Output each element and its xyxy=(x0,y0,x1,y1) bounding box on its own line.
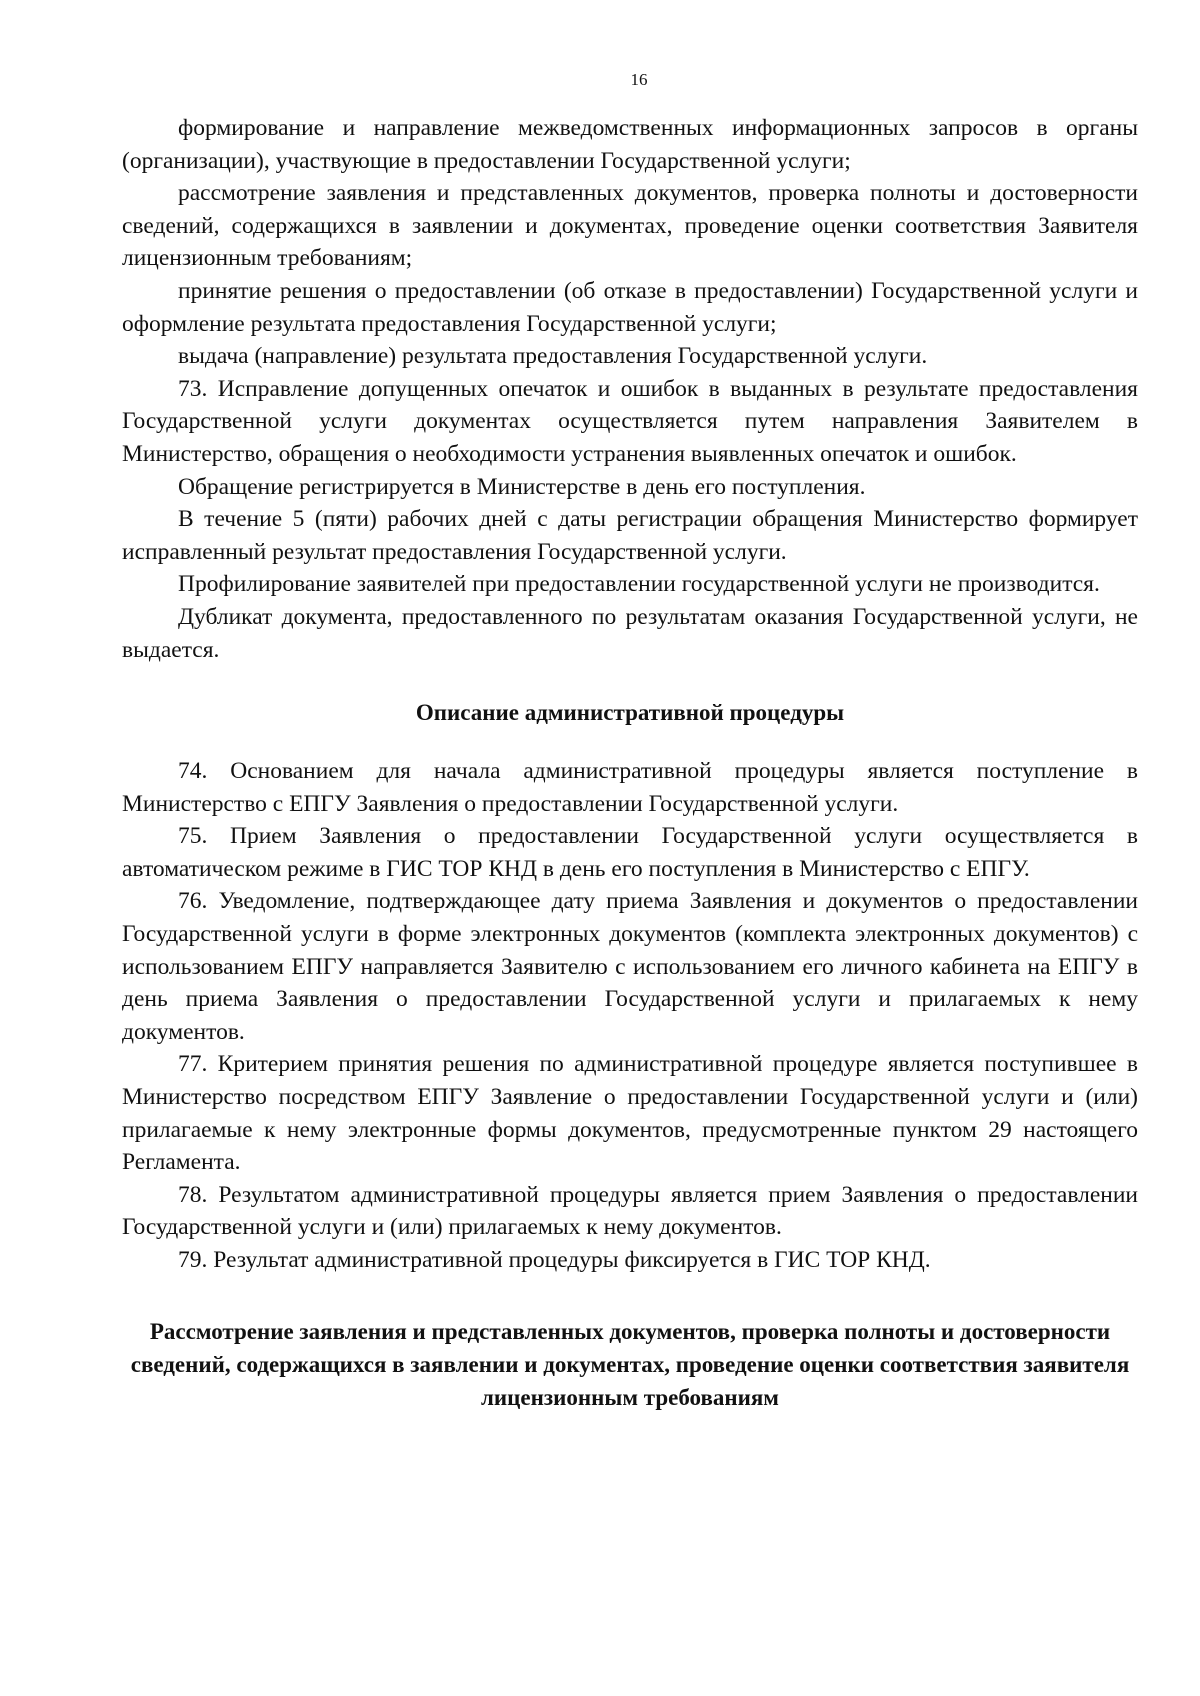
paragraph: Дубликат документа, предоставленного по результатам оказания Государственной услуги, не выдается. xyxy=(122,603,1138,663)
paragraph: выдача (направление) результата предоставления Государственной услуги. xyxy=(178,343,928,370)
paragraph-73: 73. Исправление допущенных опечаток и ошибок в выданных в результате предоставления Государственной услуги документах осуществляется путем направления Заявителем в Министерство, обращения о необходимости устранения выявленных опечаток и ошибок. xyxy=(122,375,1138,467)
paragraph: Обращение регистрируется в Министерстве в день его поступления. xyxy=(178,473,866,500)
page-number: 16 xyxy=(630,70,648,89)
paragraph: принятие решения о предоставлении (об отказе в предоставлении) Государственной услуги и оформление результата предоставления Государственной услуги; xyxy=(122,277,1138,337)
document-page xyxy=(122,70,1138,1414)
section-heading-application-review: Рассмотрение заявления и представленных документов, проверка полноты и достоверности сведений, содержащихся в заявлении и документах, проведение оценки соответствия заявителя лицензионным требованиям xyxy=(130,1318,1130,1410)
paragraph: формирование и направление межведомственных информационных запросов в органы (организации), участвующие в предоставлении Государственной услуги; xyxy=(122,115,1138,174)
paragraph-78: 78. Результатом административной процедуры является прием Заявления о предоставлении Государственной услуги и (или) прилагаемых к нему документов. xyxy=(122,1181,1138,1241)
section-heading-procedure-description: Описание административной процедуры xyxy=(415,700,845,726)
paragraph-74: 74. Основанием для начала административной процедуры является поступление в Министерство с ЕПГУ Заявления о предоставлении Государственной услуги. xyxy=(122,758,1138,817)
paragraph-79: 79. Результат административной процедуры фиксируется в ГИС ТОР КНД. xyxy=(178,1247,931,1273)
paragraph: В течение 5 (пяти) рабочих дней с даты регистрации обращения Министерство формирует исправленный результат предоставления Государственной услуги. xyxy=(122,506,1138,565)
paragraph-75: 75. Прием Заявления о предоставлении Государственной услуги осуществляется в автоматическом режиме в ГИС ТОР КНД в день его поступления в Министерство с ЕПГУ. xyxy=(122,823,1138,882)
paragraph-76: 76. Уведомление, подтверждающее дату приема Заявления и документов о предоставлении Государственной услуги в форме электронных документов (комплекта электронных документов) с использованием ЕПГУ направляется Заявителю с использованием его личного кабинета на ЕПГУ в день приема Заявления о предоставлении Государственной услуги и прилагаемых к нему документов. xyxy=(122,888,1138,1045)
paragraph-77: 77. Критерием принятия решения по административной процедуре является поступившее в Министерство посредством ЕПГУ Заявление о предоставлении Государственной услуги и (или) прилагаемые к нему электронные формы документов, предусмотренные пунктом 29 настоящего Регламента. xyxy=(122,1051,1138,1176)
paragraph: Профилирование заявителей при предоставлении государственной услуги не производится. xyxy=(178,571,1100,598)
paragraph: рассмотрение заявления и представленных документов, проверка полноты и достоверности сведений, содержащихся в заявлении и документах, проведение оценки соответствия Заявителя лицензионным требованиям; xyxy=(122,180,1138,272)
